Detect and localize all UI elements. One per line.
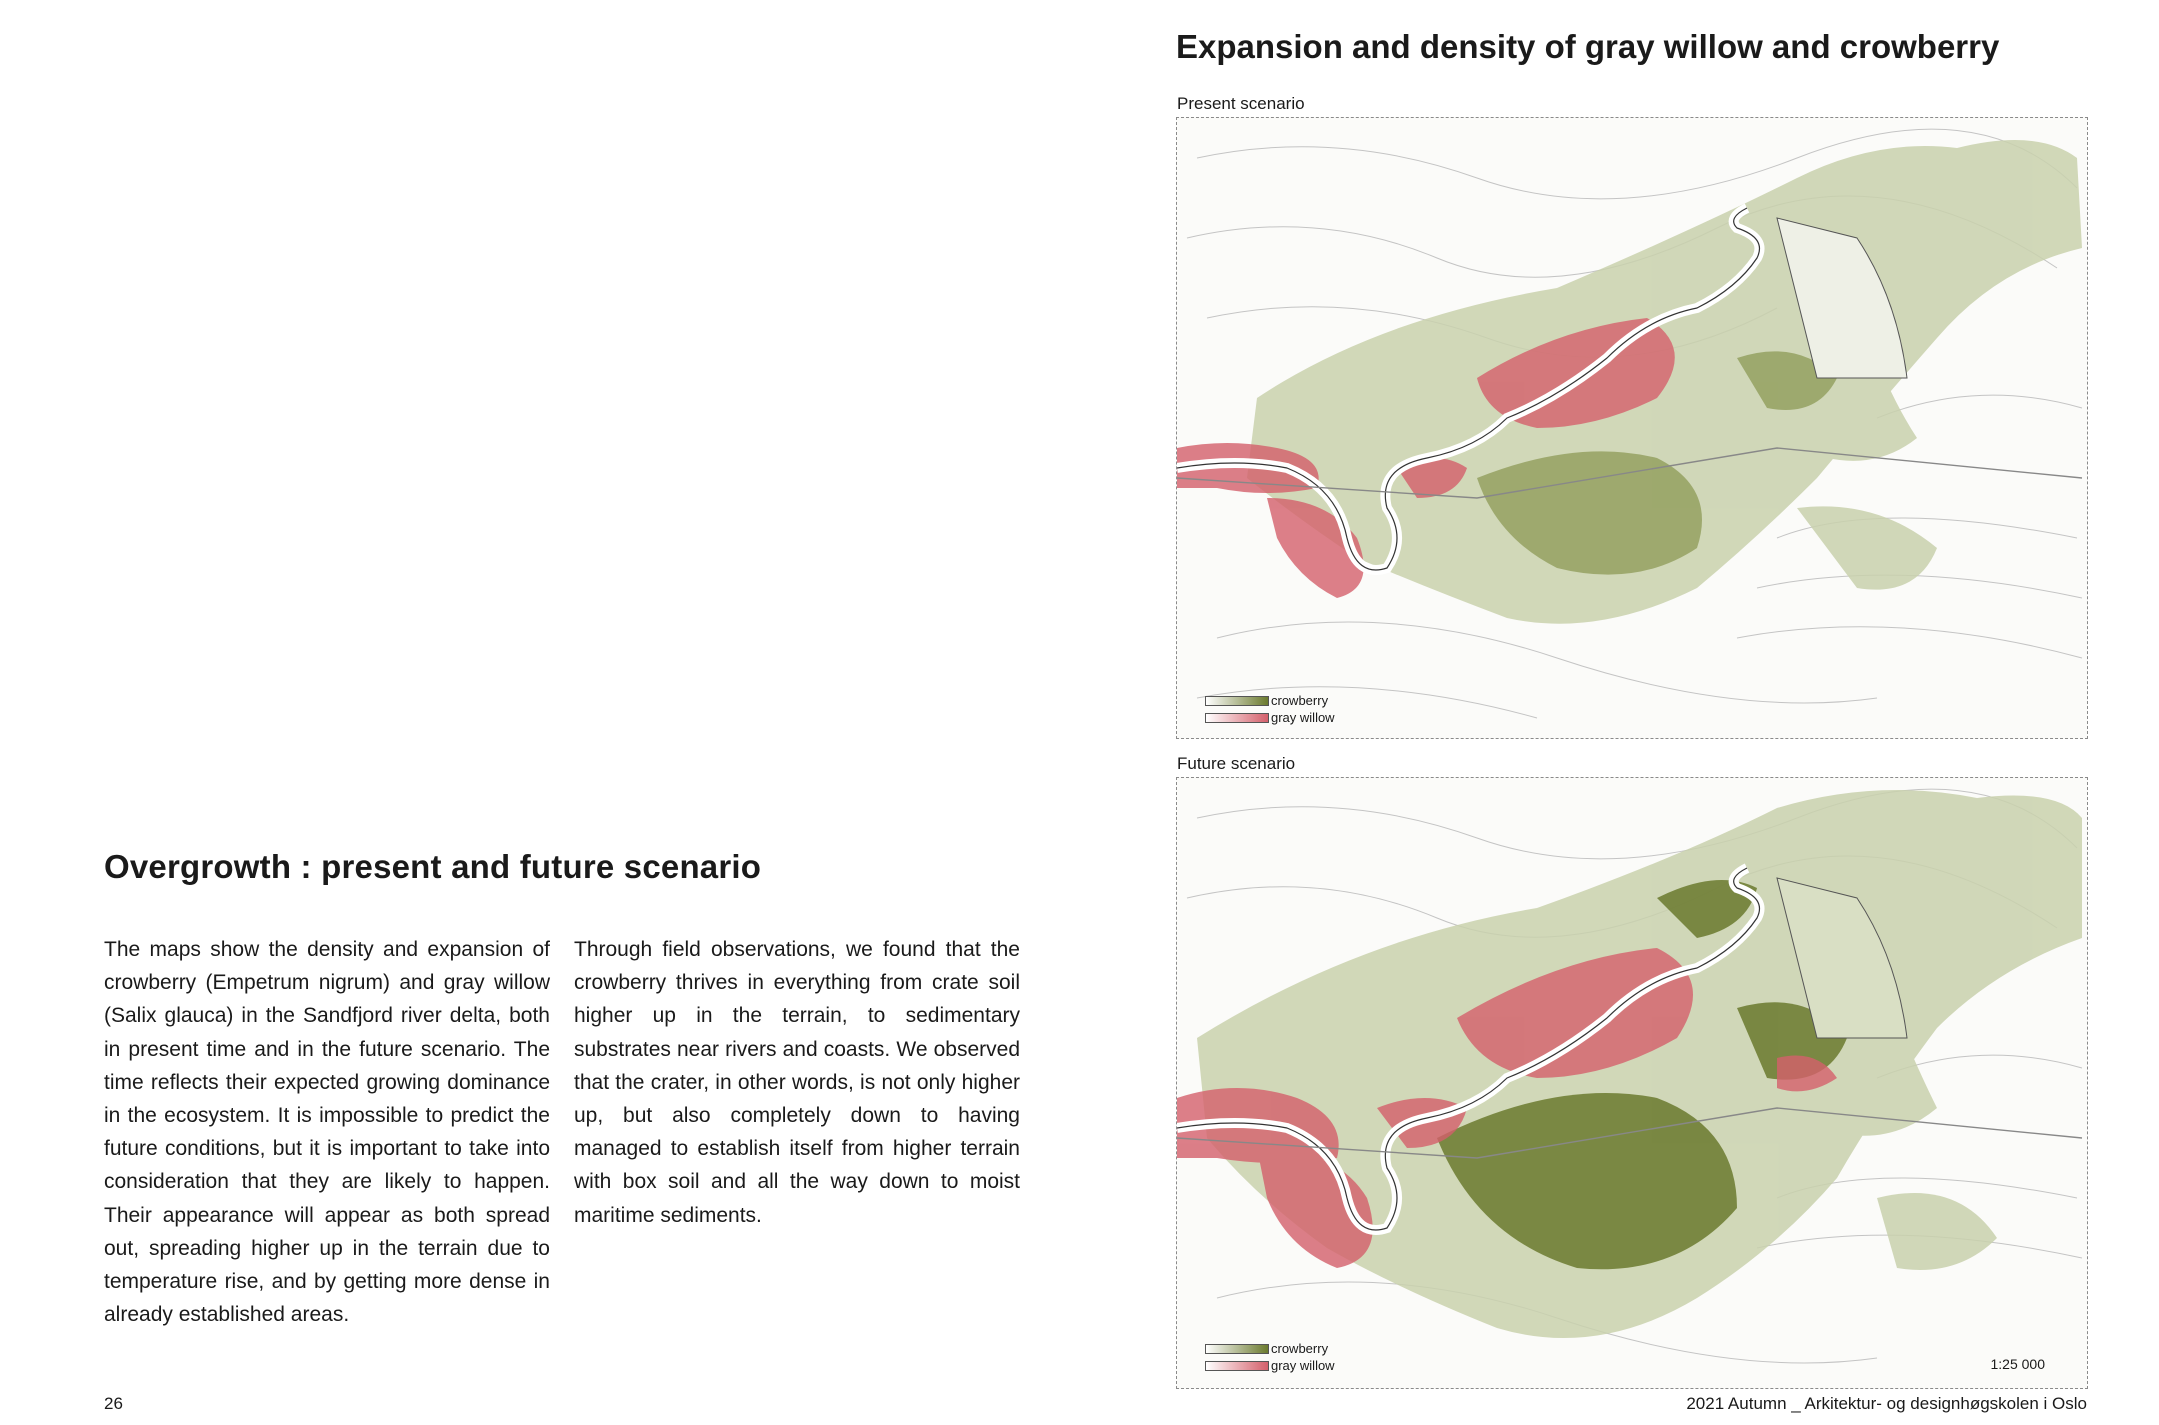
gray-willow-swatch	[1205, 1361, 1269, 1371]
legend-gray-willow-label: gray willow	[1271, 710, 1335, 725]
figure-title: Expansion and density of gray willow and crowberry	[1176, 28, 2000, 65]
future-scenario-label: Future scenario	[1177, 754, 1296, 773]
body-text-right-column: Through field observations, we found that the crowberry thrives in everything from crate soil higher up in the terrain, to sedimentary substrates near rivers and coasts. We observed that the crater, in other words, is not only higher up, but also completely down to having managed to establish itself from higher terrain with box soil and all the way down to moist maritime sediments.	[574, 938, 1020, 1227]
section-title: Overgrowth : present and future scenario	[104, 848, 762, 885]
legend-gray-willow	[1205, 1357, 1335, 1374]
legend-crowberry-label: crowberry	[1271, 693, 1329, 708]
legend	[1205, 1340, 1335, 1374]
footer-credit: 2021 Autumn _ Arkitektur- og designhøgskolen i Oslo	[1686, 1394, 2087, 1413]
future-map-drawing	[1177, 778, 2087, 1388]
present-scenario-map	[1176, 117, 2088, 739]
legend-gray-willow	[1205, 709, 1335, 726]
body-text-left-column: The maps show the density and expansion of crowberry (Empetrum nigrum) and gray willow (Salix glauca) in the Sandfjord river delta, both in present time and in the future scenario. The time reflects their expected growing dominance in the ecosystem. It is impossible to predict the future conditions, but it is important to take into consideration that they are likely to happen. Their appearance will appear as both spread out, spreading higher up in the terrain due to temperature rise, and by getting more dense in already established areas.	[104, 938, 550, 1327]
legend-gray-willow-label: gray willow	[1271, 1358, 1335, 1373]
legend-crowberry-label: crowberry	[1271, 1341, 1329, 1356]
future-scenario-map	[1176, 777, 2088, 1389]
legend-crowberry	[1205, 1340, 1335, 1357]
scale-label: 1:25 000	[1990, 1356, 2045, 1372]
crowberry-swatch	[1205, 696, 1269, 706]
gray-willow-swatch	[1205, 713, 1269, 723]
present-scenario-label: Present scenario	[1177, 94, 1305, 113]
crowberry-swatch	[1205, 1344, 1269, 1354]
page-number: 26	[104, 1394, 123, 1413]
present-map-drawing	[1177, 118, 2087, 738]
legend	[1205, 692, 1335, 726]
legend-crowberry	[1205, 692, 1335, 709]
